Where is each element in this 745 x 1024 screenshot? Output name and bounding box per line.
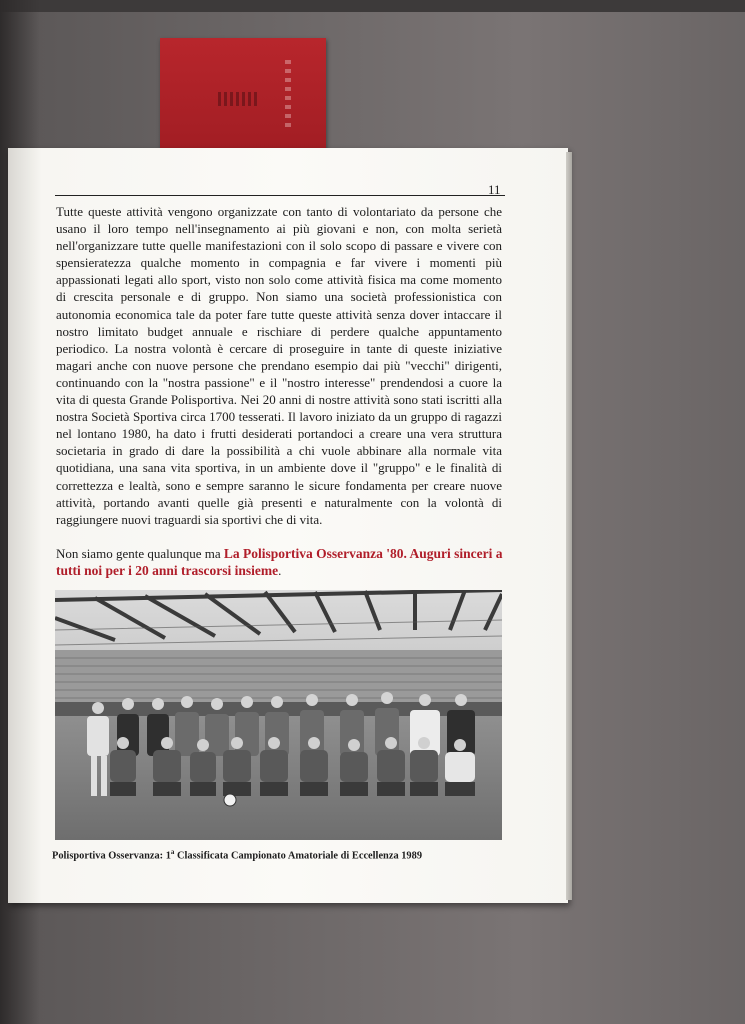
caption-text-end: Classificata Campionato Amatoriale di Eccellenza 1989 <box>174 850 423 862</box>
closing-emphasis: La Polisportiva Osservanza '80. Auguri sinceri a tutti noi per i 20 anni trascorsi insieme <box>56 546 503 579</box>
page-edge <box>566 152 572 900</box>
bookmark-print-vertical <box>285 60 291 130</box>
team-photo <box>55 590 502 840</box>
caption-text-start: Polisportiva Osservanza: 1 <box>52 850 171 862</box>
bookmark-print <box>218 92 258 106</box>
caption-superscript: a <box>170 848 175 856</box>
photo-caption <box>52 848 512 861</box>
body-paragraph: Tutte queste attività vengono organizzate con tanto di volontariato da persone che usano il loro tempo nell'insegnamento ai più giovani e non, con molta serietà nell'organizzare tutte quelle manifestazioni con il solo scopo di passare e vivere con spensieratezza qualche momento in compagnia e far vivere i momenti più appassionati legati allo sport, visto non solo come attività fisica ma come momento di crescita personale e di gruppo. Non siamo una società professionistica con autonomia economica tale da poter fare tutte queste attività senza dover intaccare il nostro limitato budget annuale e rischiare di perdere qualche appuntamento periodico. La nostra volontà è cercare di proseguire in tante di queste iniziative magari anche con nuove persone che prendano esempio dai più "vecchi" dirigenti, continuando con la "nostra passione" e il "nostro interesse" prendendosi a cuore la vita di questa Grande Polisportiva. Nei 20 anni di nostre attività sono stati iscritti alla nostra Società Sportiva circa 1700 tesserati. Il lavoro iniziato da un gruppo di ragazzi nel lontano 1980, ha dato i frutti desiderati portandoci a creare una vera struttura societaria in grado di dare la possibilità a chi vuole abbinare alla normale vita quotidiana, una sana vita sportiva, in un ambiente dove il "gruppo" e le finalità di correttezza e lealtà, sono e sempre saranno le sicure fondamenta per creare nuove attività, portando avanti quelle già presenti e naturalmente con la volontà di raggiungere nuovi traguardi sia sportivi che di vita. <box>56 204 502 527</box>
header-rule <box>55 195 505 196</box>
page-number: 11 <box>488 182 501 197</box>
closing-plain: Non siamo gente qualunque ma <box>56 546 224 561</box>
closing-line <box>56 545 506 579</box>
closing-end: . <box>278 563 282 579</box>
scanner-top-edge <box>0 0 745 12</box>
